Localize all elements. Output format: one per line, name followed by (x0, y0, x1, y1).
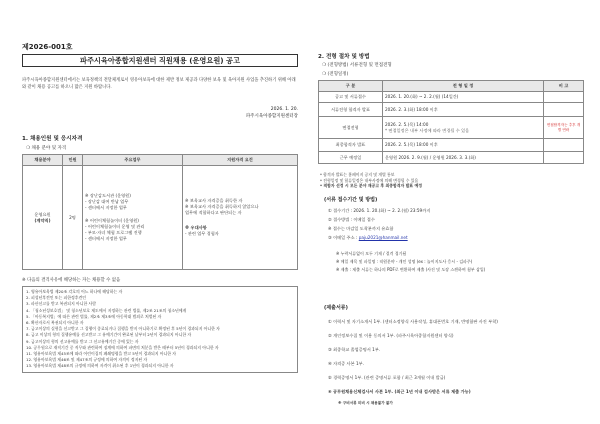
duties-list (85, 193, 180, 242)
th-quals: 지원자격 요건 (183, 155, 298, 166)
duty-item: - 장난감 대여 반납 업무 (85, 199, 129, 205)
qual-item: ※ 보육교사 자격증을 취득한 자 (185, 198, 243, 204)
submission-item: ③ 이메일 주소 : paju2021@hanmail.net (328, 235, 408, 240)
schedule-note: 면접합격자는 추후 개별 연락 (544, 117, 584, 139)
th-duties: 주요업무 (83, 155, 183, 166)
disqual-item: 10. 공무원으로 재직기간 중 직무와 관련하여 징계에 의하여 파면의 처분을 받은 때부터 5년이 경과되지 아니한 자 (26, 344, 219, 350)
section3-heading: (서류 접수기간 및 방법) (324, 197, 378, 203)
quals-list (185, 198, 295, 216)
doc-item: ④ 자격증 사본 1부. (328, 361, 365, 366)
duty-item: - 어린이체험놀이터 운영 및 관리 (85, 223, 145, 229)
disqual-note: ※ 다음의 결격사유에 해당하는 자는 채용할 수 없음 (22, 278, 121, 283)
pref-title: ※ 우대사항 (185, 224, 207, 230)
submission-list (328, 206, 430, 242)
submission-red-notes (336, 250, 485, 274)
duty-item: - 센터에서 지정한 업무 (85, 205, 127, 211)
duty-item: ※ 장난감도서관 (운영원) (85, 193, 131, 199)
cell-quals (183, 166, 298, 270)
notice-date: 2026. 1. 20. (270, 107, 298, 112)
schedule-note-item: * 합격자 발표는 홈페이지 공지 및 개별 통보 (320, 172, 395, 177)
schedule-note (544, 152, 584, 164)
schedule-key: 최종합격자 발표 (319, 139, 383, 152)
disqual-item: 8. 금고 이상의 형의 집행유예를 선고받고 그 유예기간이 완료된 날부터 2년이 경과되지 아니한 자 (26, 332, 192, 338)
doc-item: ③ 최종학교 졸업증명서 1부. (328, 347, 381, 352)
intro-text: 파주시육아종합지원센터에서는 보육정책의 전달체계로서 영유아보육에 대한 제반 정보 제공과 다양한 보육 및 육아지원 사업을 추진하기 위해 아래와 같이 채용 공고를 하오니 많은 지원 바랍니다. (22, 78, 296, 90)
schedule-row (319, 92, 584, 103)
th-category: 구 분 (319, 81, 383, 92)
schedule-value-cell (383, 117, 544, 139)
section2-method: ❍ (전형방법) 서류전형 및 면접전형 (322, 63, 392, 68)
red-note-item: ※ 누락서류없이 모두 기재 / 결격 경기됨 (336, 251, 407, 256)
section2-schedule-label: ❍ (전형일정) (322, 72, 349, 77)
schedule-key: 면접전형 (319, 117, 383, 139)
qual-item: ※ 보육교사 자격증을 취득하지 않았으나 (185, 204, 259, 210)
schedule-table (318, 80, 584, 164)
th-remark: 비 고 (544, 81, 584, 92)
docs-heading: (제출서류) (324, 305, 348, 311)
disqual-item: 9. 금고이상의 형의 선고유예를 받고 그 선고유예기간 중에 있는 자 (26, 338, 139, 344)
doc-item: ② 개인정보수집 및 이용 동의서 1부. (파주시육아종합지원센터 양식) (328, 333, 454, 338)
duty-item: ※ 어린이체험놀이터 (운영원) (85, 217, 139, 223)
schedule-note-item: * 적합자 선정 시 모든 분야 재공고 후 최종합격자 발표 예정 (320, 183, 423, 189)
email-link[interactable]: paju2021@hanmail.net (358, 235, 408, 240)
schedule-value: 2026. 2. 5.(목) 14:00 (385, 121, 429, 127)
disqual-item: 2. 피성년후견인 또는 피한정후견인 (26, 295, 87, 301)
notice-org: 파주시육아종합지원센터장 (245, 114, 298, 119)
field-name: 운영요원 (34, 211, 51, 217)
notice-number: 제2026-001호 (22, 43, 73, 51)
submission-item: ② 접수방법 : 이메일 접수 (328, 217, 375, 222)
schedule-row (319, 103, 584, 117)
doc-item: ① 이력서 및 자기소개서 1부. (센터소정양식 사용작성, 휴대폰번호 기재, 반명함판 사진 부착) (328, 319, 498, 324)
cell-duties (83, 166, 183, 270)
schedule-value: 2026. 1. 20.(화) ~ 2. 2.(월) (14일간) (383, 92, 544, 103)
schedule-row (319, 152, 584, 164)
th-schedule: 전 형 일 정 (383, 81, 544, 92)
doc-item: ⑤ 경력증명서 1부. (관련 증명서류 포함 / 최근 3개월 이내 발급) (328, 375, 446, 380)
doc-item: ⑥ 공무원채용신체검사서 사본 1부. (최근 1년 이내 검사받은 서류 제출 가능) (328, 389, 471, 394)
field-type: (계약직) (34, 217, 51, 223)
schedule-key: 서류전형 합격자 발표 (319, 103, 383, 117)
red-note-item: ※ 제출 : 제출 서류는 하나의 PDF로 변환하여 제출 (사진 및 도장 스캔하여 첨부 삼입) (336, 267, 486, 272)
docs-list (328, 315, 498, 399)
section1-sub: ❍ 채용 분야 및 자격 (26, 146, 67, 151)
disqual-item: 7. 금고이상의 실형을 선고받고 그 집행이 종료되거나 집행을 받지 아니하기로 확정된 후 5년이 경과되지 아니한 자 (26, 326, 220, 332)
disqual-item: 13. 영유아보육법 제48조의 규정에 의하여 자격이 취소된 후 1년이 경과되지 아니한 자 (26, 363, 174, 369)
disqual-box (22, 286, 298, 373)
schedule-row (319, 117, 584, 139)
recruit-table (22, 154, 298, 270)
disqual-item: 4. 「청소년성보호법」 및 청소년보호 제도에서 지정하는 관련 법률, 제2조 21조의 청소년에게 (26, 307, 187, 313)
disqual-item: 5. 「아동복지법」에 따른 관련 법률, 제2조 제3조에 아동학대 범죄로 처벌된 자 (26, 313, 162, 319)
duty-item: - 센터에서 지정한 업무 (85, 235, 127, 241)
submission-item: ※ 접수는 마감일 도착분까지 유효함 (328, 226, 394, 231)
schedule-key: 공고 및 서류접수 (319, 92, 383, 103)
schedule-note (544, 103, 584, 117)
schedule-value: 2026. 2. 3.(화) 18:00 이후 (383, 103, 544, 117)
disqual-item: 11. 영유아보육법 제45조에 따라 어린이집의 폐쇄명령을 받고 5년이 경과되지 아니한 자 (26, 351, 177, 357)
cell-count: 2명 (63, 166, 83, 270)
schedule-note (544, 92, 584, 103)
section1-heading: 1. 채용인원 및 응시자격 (22, 136, 83, 142)
schedule-note-item: * 전형일정 및 합류일정은 내부사정에 의해 변경될 수 있음 (320, 177, 419, 183)
page-title: 파주시육아종합지원센터 직원채용 (운영요원) 공고 (22, 54, 298, 67)
schedule-value: 운영원 2026. 2. 9.(월) / 운영원 2026. 3. 3.(화) (383, 152, 544, 164)
schedule-row (319, 139, 584, 152)
th-field: 채용분야 (23, 155, 63, 166)
notice-date-block (246, 106, 298, 120)
docs-red-note: ※ 구비서류 미비 시 채용불가 불가 (338, 401, 393, 405)
disqual-item: 1. 영유아보육법 제20조 각호의 어느 하나에 해당하는 자 (26, 289, 123, 294)
disqual-item: 12. 영유아보육법 제46조 및 제47조의 규정에 의하여 자격이 정지된 자 (26, 357, 148, 363)
schedule-subnote: * 면접일정은 내부 사정에 따라 변경될 수 있음 (385, 127, 470, 133)
submission-item: ① 접수기간 : 2026. 1. 20.(화) ~ 2. 2.(월) 23:59까지 (328, 208, 431, 213)
red-note-item: ※ 메일 제목 및 파일명 : 직원분야 - 개인 성명 (ex : 놀이지도사 응시 - 김파주) (336, 259, 473, 264)
disqual-item: 6. 확산자로서 복권되지 아니한 자 (26, 320, 84, 326)
pref-item: - 관련 업무 경험자 (185, 230, 219, 236)
schedule-notes (320, 172, 422, 189)
duty-item: - 부모·자녀 체험 프로그램 진행 (85, 229, 142, 235)
qual-item: 업무에 적합하다고 판단되는 자 (185, 210, 242, 216)
schedule-note (544, 139, 584, 152)
disqual-item: 3. 파산선고를 받고 복권되지 아니한 사람 (26, 301, 97, 307)
schedule-value: 2026. 2. 5.(목) 18:00 이후 (383, 139, 544, 152)
cell-field (23, 166, 63, 270)
schedule-key: 근무 예정일 (319, 152, 383, 164)
th-count: 인원 (63, 155, 83, 166)
section2-heading: 2. 전형 절차 및 방법 (318, 54, 370, 60)
